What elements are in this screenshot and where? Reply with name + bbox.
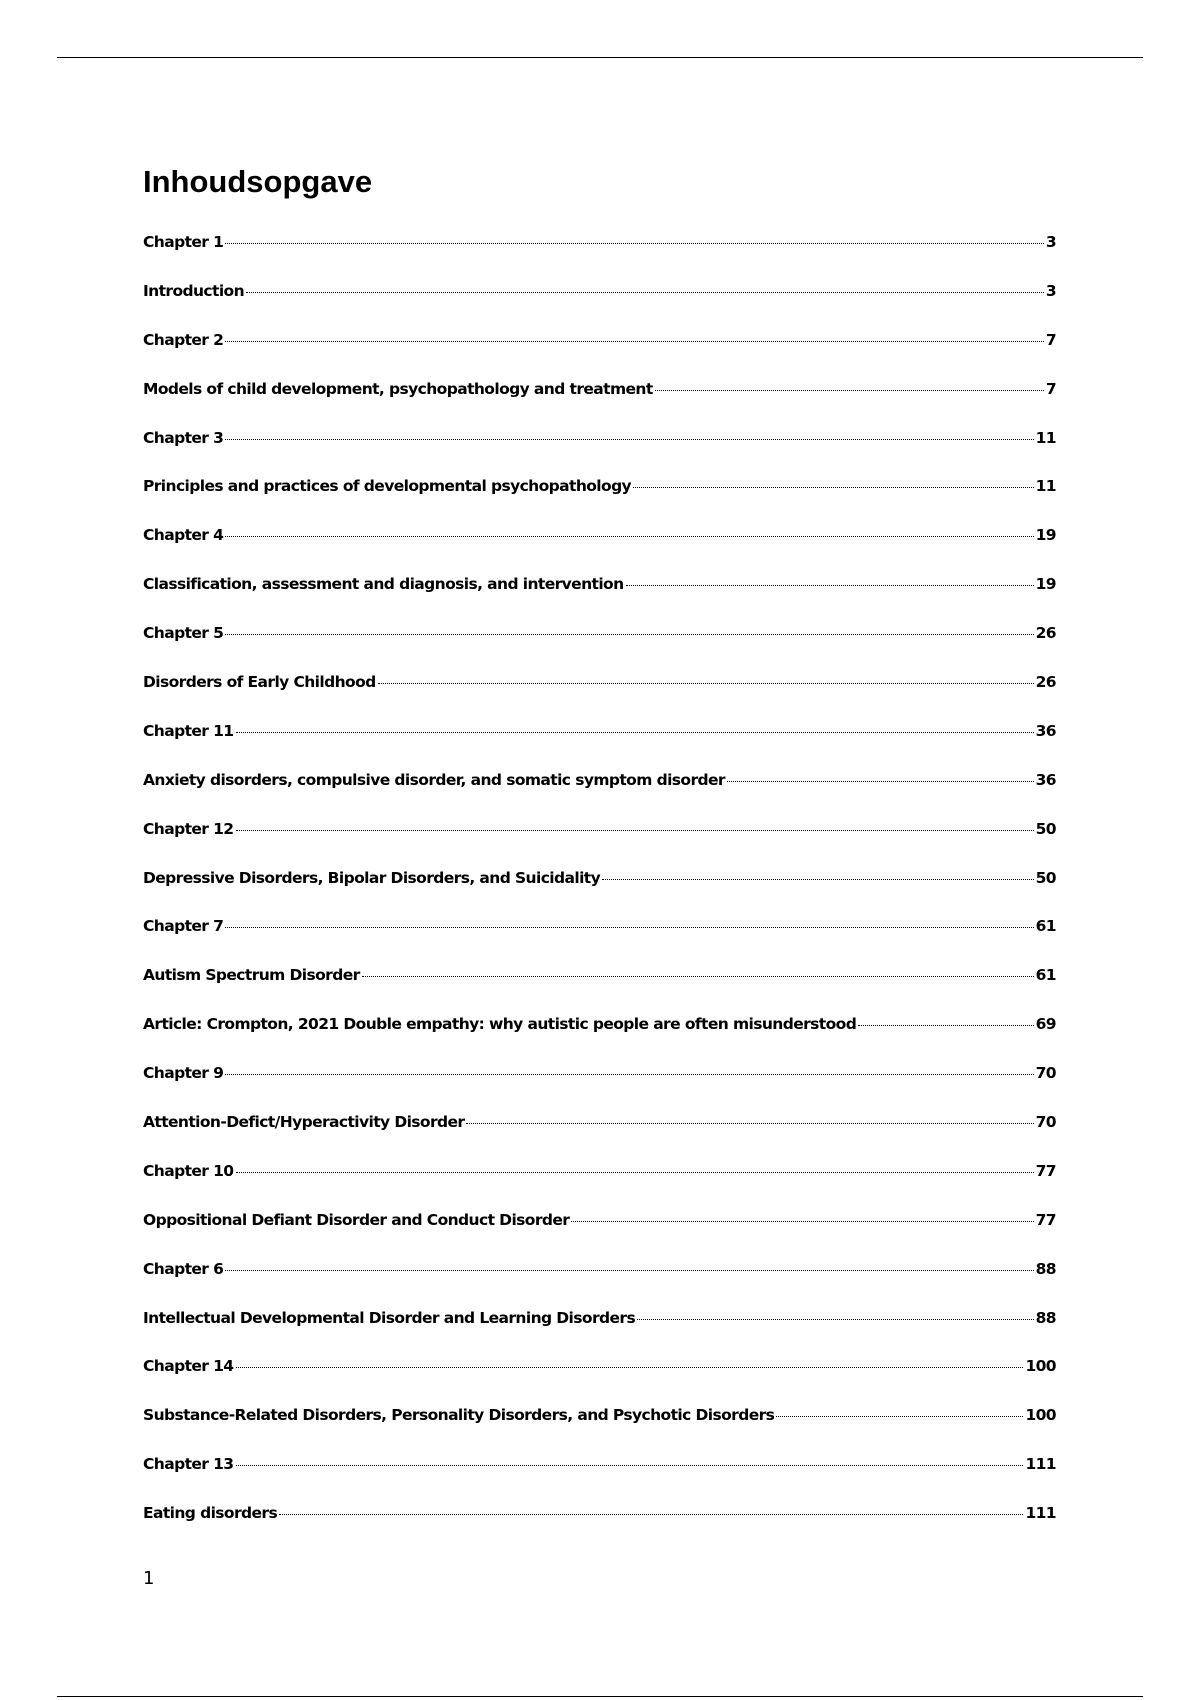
toc-dot-leader (225, 243, 1044, 244)
toc-entry-text: Chapter 5 (143, 624, 224, 643)
toc-entry-text: Chapter 7 (143, 917, 224, 936)
toc-entry-page-number: 7 (1045, 330, 1056, 349)
toc-entry[interactable] (143, 720, 1056, 769)
toc-entry-text: Article: Crompton, 2021 Double empathy: why autistic people are often misunderstood (143, 1015, 857, 1034)
toc-dot-leader (637, 1319, 1034, 1320)
toc-dot-leader (858, 1025, 1033, 1026)
toc-entry[interactable] (143, 573, 1056, 622)
toc-entry-text: Chapter 3 (143, 428, 224, 447)
toc-entry-text: Chapter 4 (143, 526, 224, 545)
toc-entry-text: Chapter 1 (143, 233, 224, 251)
toc-dot-leader (279, 1514, 1023, 1515)
toc-entry[interactable] (143, 1307, 1056, 1356)
toc-entry-text: Chapter 12 (143, 819, 234, 838)
toc-entry-page-number: 50 (1035, 868, 1056, 887)
toc-dot-leader (776, 1416, 1023, 1417)
toc-entry-page-number: 19 (1035, 526, 1056, 545)
toc-entry-text: Attention-Defict/Hyperactivity Disorder (143, 1113, 465, 1132)
toc-entry-page-number: 77 (1035, 1210, 1056, 1229)
toc-entry[interactable] (143, 622, 1056, 671)
toc-dot-leader (727, 781, 1034, 782)
toc-entry[interactable] (143, 524, 1056, 573)
toc-entry[interactable] (143, 818, 1056, 867)
toc-entry[interactable] (143, 1258, 1056, 1307)
toc-dot-leader (633, 487, 1034, 488)
toc-entry[interactable] (143, 1111, 1056, 1160)
toc-dot-leader (225, 1270, 1033, 1271)
toc-entry-text: Intellectual Developmental Disorder and Learning Disorders (143, 1308, 636, 1327)
toc-entry-page-number: 70 (1035, 1113, 1056, 1132)
toc-entry-page-number: 11 (1035, 477, 1056, 496)
toc-dot-leader (602, 879, 1034, 880)
toc-entry[interactable] (143, 231, 1056, 280)
toc-dot-leader (466, 1123, 1033, 1124)
toc-entry[interactable] (143, 1013, 1056, 1062)
toc-entry-text: Chapter 14 (143, 1357, 234, 1376)
toc-entry-text: Disorders of Early Childhood (143, 673, 376, 692)
toc-dot-leader (626, 585, 1034, 586)
toc-entry-page-number: 111 (1025, 1504, 1056, 1523)
toc-dot-leader (225, 634, 1033, 635)
toc-entry-text: Introduction (143, 281, 245, 300)
toc-entry-text: Chapter 6 (143, 1259, 224, 1278)
toc-entry-text: Eating disorders (143, 1504, 278, 1523)
toc-entry[interactable] (143, 769, 1056, 818)
toc-entry-page-number: 3 (1045, 233, 1056, 251)
toc-entry-text: Depressive Disorders, Bipolar Disorders, and Suicidality (143, 868, 601, 887)
toc-entry[interactable] (143, 1502, 1056, 1551)
toc-entry[interactable] (143, 867, 1056, 916)
toc-entry-page-number: 26 (1035, 673, 1056, 692)
toc-entry-text: Chapter 13 (143, 1455, 234, 1474)
toc-entry-page-number: 88 (1035, 1259, 1056, 1278)
toc-dot-leader (236, 1465, 1024, 1466)
toc-entry-text: Chapter 2 (143, 330, 224, 349)
toc-entry-page-number: 88 (1035, 1308, 1056, 1327)
toc-dot-leader (236, 830, 1034, 831)
toc-entry-page-number: 77 (1035, 1161, 1056, 1180)
toc-dot-leader (225, 1074, 1033, 1075)
toc-entry[interactable] (143, 915, 1056, 964)
toc-dot-leader (236, 1367, 1024, 1368)
toc-dot-leader (225, 341, 1044, 342)
toc-entry-text: Principles and practices of developmental psychopathology (143, 477, 632, 496)
toc-entry[interactable] (143, 280, 1056, 329)
toc-dot-leader (246, 292, 1044, 293)
toc-entry-page-number: 26 (1035, 624, 1056, 643)
toc-entry-text: Chapter 11 (143, 721, 234, 740)
toc-dot-leader (378, 683, 1034, 684)
toc-entry-page-number: 19 (1035, 575, 1056, 594)
toc-entry-page-number: 111 (1025, 1455, 1056, 1474)
toc-entry-text: Chapter 9 (143, 1064, 224, 1083)
toc-dot-leader (655, 390, 1044, 391)
toc-entry-page-number: 3 (1045, 281, 1056, 300)
toc-entry-page-number: 100 (1025, 1357, 1056, 1376)
toc-dot-leader (236, 1172, 1034, 1173)
toc-entry[interactable] (143, 1062, 1056, 1111)
toc-entry-page-number: 36 (1035, 721, 1056, 740)
toc-entry-page-number: 7 (1045, 379, 1056, 398)
table-of-contents (143, 231, 1056, 1551)
toc-entry-text: Models of child development, psychopathology and treatment (143, 379, 653, 398)
toc-entry-text: Oppositional Defiant Disorder and Conduct Disorder (143, 1210, 570, 1229)
toc-entry[interactable] (143, 964, 1056, 1013)
toc-entry[interactable] (143, 1209, 1056, 1258)
toc-entry-text: Chapter 10 (143, 1161, 234, 1180)
toc-entry-page-number: 70 (1035, 1064, 1056, 1083)
toc-entry-page-number: 61 (1035, 917, 1056, 936)
toc-entry[interactable] (143, 1355, 1056, 1404)
toc-entry[interactable] (143, 1404, 1056, 1453)
toc-entry[interactable] (143, 1453, 1056, 1502)
page-number: 1 (143, 1568, 155, 1589)
toc-entry-text: Anxiety disorders, compulsive disorder, and somatic symptom disorder (143, 770, 725, 789)
header-rule (57, 57, 1143, 58)
toc-entry-page-number: 69 (1035, 1015, 1056, 1034)
toc-entry[interactable] (143, 671, 1056, 720)
footer-rule (57, 1696, 1143, 1697)
toc-title: Inhoudsopgave (143, 164, 373, 199)
toc-dot-leader (225, 439, 1033, 440)
toc-dot-leader (225, 927, 1033, 928)
toc-entry[interactable] (143, 378, 1056, 427)
toc-dot-leader (225, 536, 1033, 537)
toc-dot-leader (362, 976, 1034, 977)
toc-entry-page-number: 50 (1035, 819, 1056, 838)
toc-entry-text: Classification, assessment and diagnosis, and intervention (143, 575, 624, 594)
toc-dot-leader (571, 1221, 1033, 1222)
toc-entry-page-number: 100 (1025, 1406, 1056, 1425)
toc-entry-text: Substance-Related Disorders, Personality Disorders, and Psychotic Disorders (143, 1406, 775, 1425)
toc-entry[interactable] (143, 1160, 1056, 1209)
toc-dot-leader (236, 732, 1034, 733)
toc-entry-page-number: 61 (1035, 966, 1056, 985)
toc-entry[interactable] (143, 475, 1056, 524)
toc-entry-page-number: 36 (1035, 770, 1056, 789)
toc-entry[interactable] (143, 427, 1056, 476)
toc-entry-text: Autism Spectrum Disorder (143, 966, 360, 985)
toc-entry[interactable] (143, 329, 1056, 378)
toc-entry-page-number: 11 (1035, 428, 1056, 447)
